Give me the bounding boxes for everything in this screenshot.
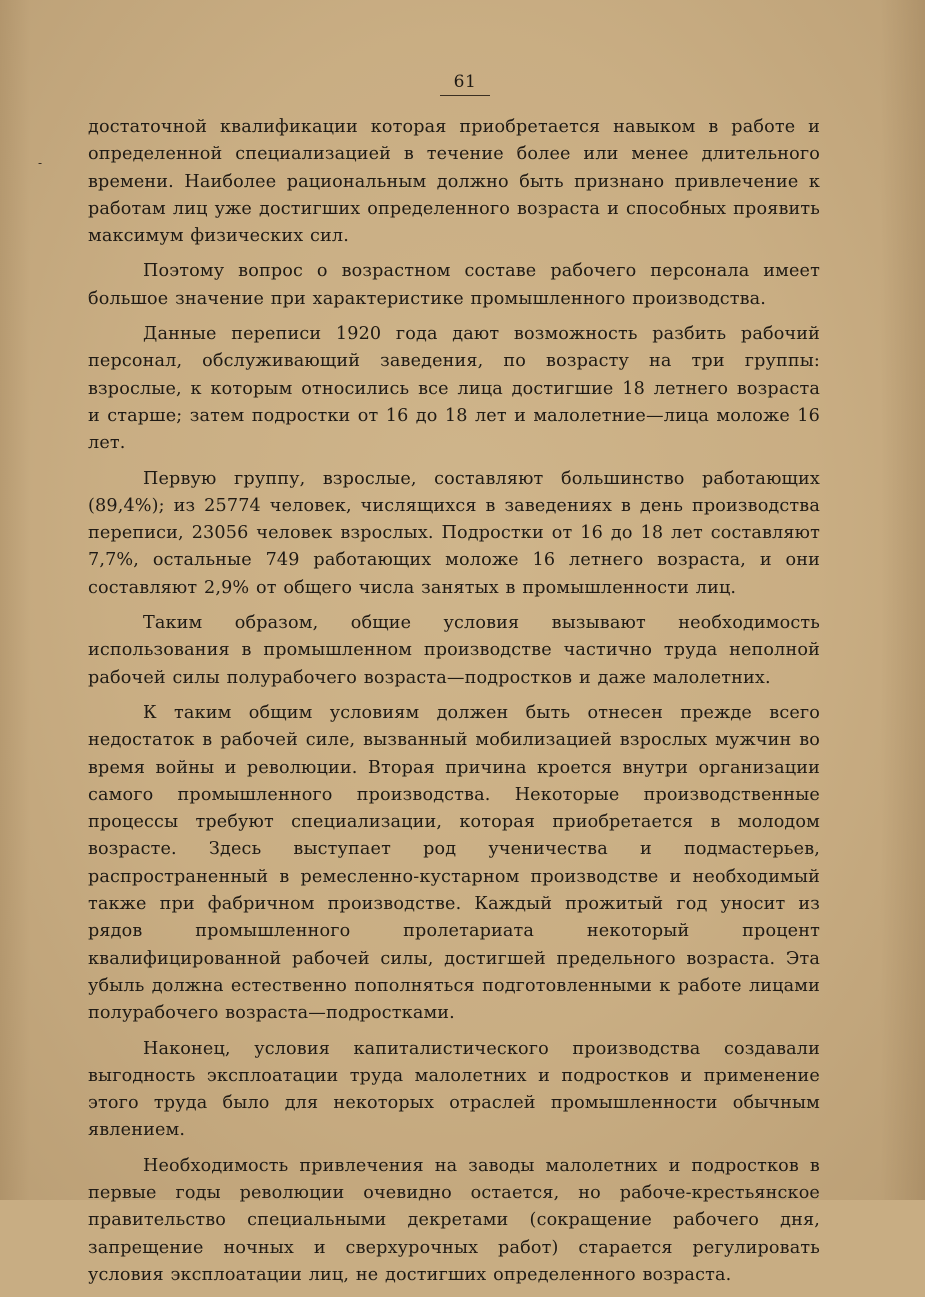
body-text <box>88 114 820 1297</box>
paragraph-4: Первую группу, взрослые, составляют большинство работающих (89,4%); из 25774 человек, числящихся в заведениях в день производства переписи, 23056 человек взрослых. Подростки от 16 до 18 лет составляют 7,7%, остальные 749 работающих моложе 16 летнего возраста, и они составляют 2,9% от общего числа занятых в промышленности лиц. <box>88 468 820 598</box>
paragraph-5: Таким образом, общие условия вызывают необходимость использования в промышленном производстве частично труда неполной рабочей силы полурабочего возраста—подростков и даже малолетних. <box>88 613 820 688</box>
paragraph-7: Наконец, условия капиталистического производства создавали выгодность эксплоатации труда малолетних и подростков и применение этого труда было для некоторых отраслей промышленности обычным явлением. <box>88 1038 820 1141</box>
paragraph-3: Данные переписи 1920 года дают возможность разбить рабочий персонал, обслуживающий заведения, по возрасту на три группы: взрослые, к которым относились все лица достигшие 18 летнего возраста и старше; затем подростки от 16 до 18 лет и малолетние—лица моложе 16 лет. <box>88 324 820 454</box>
paragraph-2: Поэтому вопрос о возрастном составе рабочего персонала имеет большое значение при характеристике промышленного производства. <box>88 261 820 309</box>
paragraph-6: К таким общим условиям должен быть отнесен прежде всего недостаток в рабочей силе, вызванный мобилизацией взрослых мужчин во время войны и революции. Вторая причина кроется внутри организации самого промышленного производства. Некоторые производственные процессы требуют специализации, которая приобретается в молодом возрасте. Здесь выступает род ученичества и подмастерьев, распространенный в ремесленно-кустарном производстве и необходимый также при фабричном производстве. Каждый прожитый год уносит из рядов промышленного пролетариата некоторый процент квалифицированной рабочей силы, достигшей предельного возраста. Эта убыль должна естественно пополняться подготовленными к работе лицами полурабочего возраста—подростками. <box>88 702 820 1024</box>
page-number: 61 <box>440 72 490 96</box>
paragraph-8: Необходимость привлечения на заводы малолетних и подростков в первые годы революции очевидно остается, но рабоче-крестьянское правительство специальными декретами (сокращение рабочего дня, запрещение ночных и сверхурочных работ) старается регулировать условия эксплоатации лиц, не достигших определенного возраста. <box>88 1155 820 1285</box>
paragraph-1: достаточной квалификации которая приобретается навыком в работе и определенной специализацией в течение более или менее длительного времени. Наиболее рациональным должно быть признано привлечение к работам лиц уже достигших определенного возраста и способных проявить максимум физических сил. <box>88 117 820 247</box>
margin-mark: - <box>38 156 43 170</box>
